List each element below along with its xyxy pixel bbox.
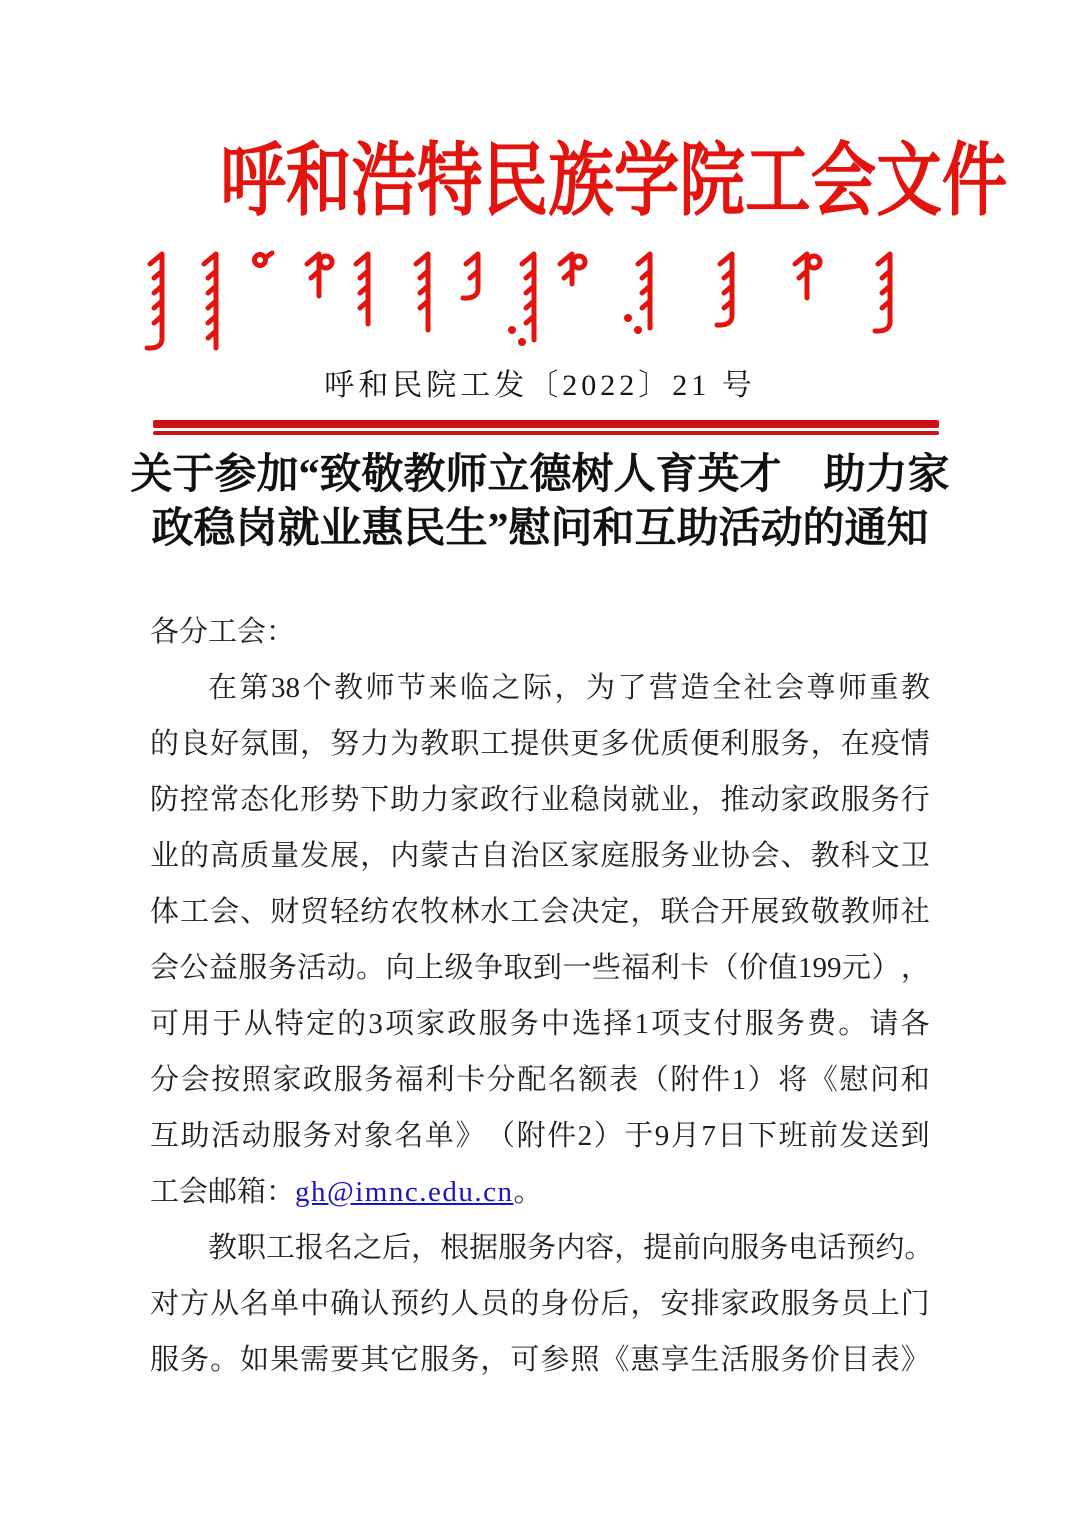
body-line: 的 良 好 氛 围 ， 努 力 为 教 职 工 提 供 更 多 优 质 便 利 服 务 ， 在 疫 情 [150,728,930,760]
body-line: 服 务 。 如 果 需 要 其 它 服 务 ， 可 参 照 《 惠 享 生 活 服 务 价 目 表 》 [150,1344,930,1376]
body-line: 互 助 活 动 服 务 对 象 名 单 》 （ 附 件 2 ） 于 9 月 7 日 下 班 前 发 送 到 [150,1120,930,1152]
document-body [150,604,934,1388]
email-line-prefix: 工会邮箱： [150,1176,296,1208]
body-line: 对 方 从 名 单 中 确 认 预 约 人 员 的 身 份 后 ， 安 排 家 政 服 务 员 上 门 [150,1288,930,1320]
body-line: 防 控 常 态 化 形 势 下 助 力 家 政 行 业 稳 岗 就 业 ， 推 动 家 政 服 务 行 [150,784,930,816]
email-line-suffix: 。 [513,1176,543,1208]
org-masthead-title: 呼和浩特民族学院工会文件 [220,138,1008,226]
body-line: 会 公 益 服 务 活 动 。 向 上 级 争 取 到 一 些 福 利 卡 （ 价 值 199 元 ） ， [150,952,930,984]
body-line: 可 用 于 从 特 定 的 3 项 家 政 服 务 中 选 择 1 项 支 付 服 务 费 。 请 各 [150,1008,930,1040]
body-line: 分 会 按 照 家 政 服 务 福 利 卡 分 配 名 额 表 （ 附 件 1 ） 将 《 慰 问 和 [150,1064,930,1096]
red-rule-thick [153,420,939,428]
document-title [0,448,1080,556]
red-divider-rule [153,420,939,435]
salutation: 各分工会： [150,616,296,648]
body-line: 业 的 高 质 量 发 展 ， 内 蒙 古 自 治 区 家 庭 服 务 业 协 会 、 教 科 文 卫 [150,840,930,872]
mongolian-script [140,246,950,362]
body-line: 体 工 会 、 财 贸 轻 纺 农 牧 林 水 工 会 决 定 ， 联 合 开 展 致 敬 教 师 社 [150,896,930,928]
email-line [150,1164,930,1220]
document-title-line1: 关于参加“致敬教师立德树人育英才 助力家 [130,452,950,498]
document-title-line2: 政稳岗就业惠民生”慰问和互助活动的通知 [151,506,929,552]
body-line: 教 职 工 报 名 之 后 ， 根 据 服 务 内 容 ， 提 前 向 服 务 电 话 预 约 。 [208,1232,934,1264]
document-number: 呼和民院工发〔2022〕21 号 [324,369,756,402]
body-line: 在 第 38 个 教 师 节 来 临 之 际 ， 为 了 营 造 全 社 会 尊 师 重 教 [208,672,930,704]
email-link[interactable]: gh@imnc.edu.cn [295,1176,514,1208]
red-rule-thin [153,431,939,435]
